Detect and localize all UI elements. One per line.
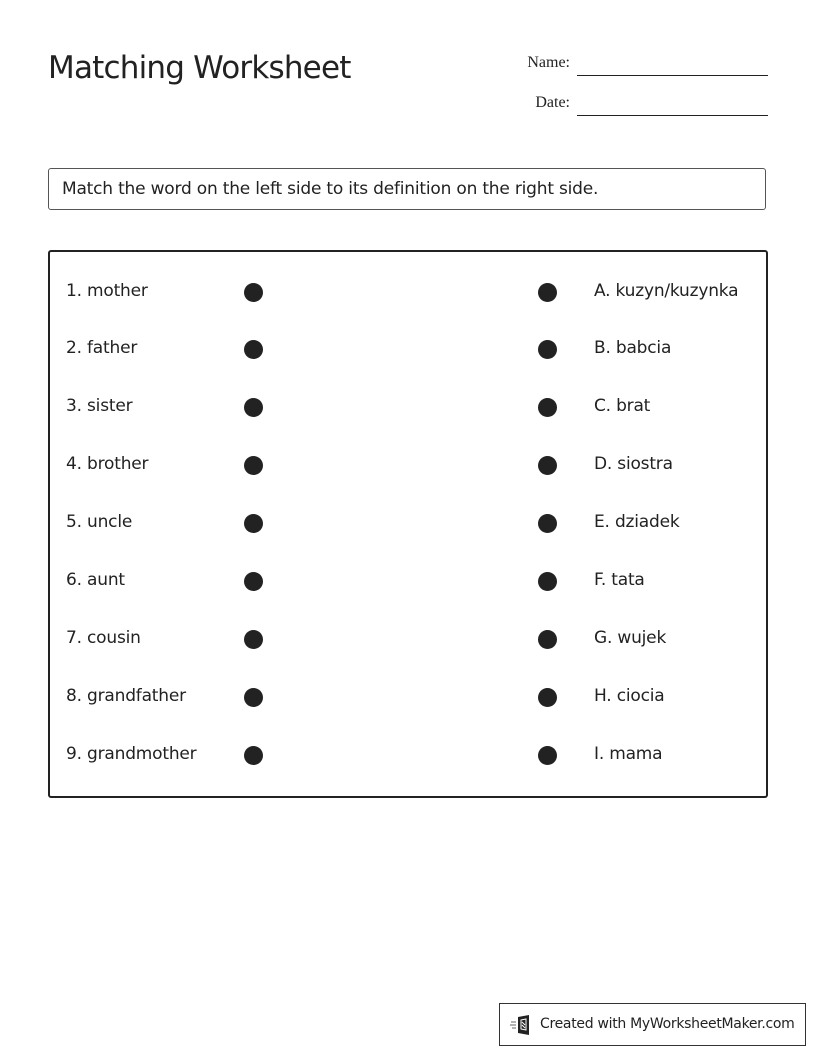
left-item: 2. father	[66, 338, 138, 358]
page-title: Matching Worksheet	[48, 50, 351, 86]
right-item: E. dziadek	[594, 512, 680, 532]
instructions-text: Match the word on the left side to its definition on the right side.	[62, 179, 599, 199]
right-dot-icon[interactable]	[538, 746, 557, 765]
left-item: 1. mother	[66, 281, 148, 301]
left-dot-icon[interactable]	[244, 456, 263, 475]
right-item: G. wujek	[594, 628, 667, 648]
left-item: 9. grandmother	[66, 744, 197, 764]
matching-box	[48, 250, 768, 798]
match-row	[50, 624, 766, 654]
name-field[interactable]	[500, 52, 768, 76]
left-item: 5. uncle	[66, 512, 133, 532]
match-row	[50, 508, 766, 538]
date-field[interactable]	[500, 92, 768, 116]
right-item: I. mama	[594, 744, 663, 764]
date-label: Date:	[535, 94, 570, 111]
right-dot-icon[interactable]	[538, 688, 557, 707]
left-dot-icon[interactable]	[244, 688, 263, 707]
right-item: D. siostra	[594, 454, 673, 474]
left-dot-icon[interactable]	[244, 572, 263, 591]
right-dot-icon[interactable]	[538, 630, 557, 649]
match-row	[50, 740, 766, 770]
right-dot-icon[interactable]	[538, 398, 557, 417]
name-line[interactable]	[577, 75, 768, 76]
left-item: 7. cousin	[66, 628, 141, 648]
right-item: H. ciocia	[594, 686, 665, 706]
right-dot-icon[interactable]	[538, 572, 557, 591]
left-dot-icon[interactable]	[244, 630, 263, 649]
date-line[interactable]	[577, 115, 768, 116]
name-label: Name:	[527, 54, 570, 71]
left-dot-icon[interactable]	[244, 398, 263, 417]
match-row	[50, 334, 766, 364]
footer-credit-box[interactable]	[499, 1003, 806, 1046]
left-item: 3. sister	[66, 396, 133, 416]
match-row	[50, 566, 766, 596]
right-dot-icon[interactable]	[538, 456, 557, 475]
left-dot-icon[interactable]	[244, 746, 263, 765]
right-item: F. tata	[594, 570, 645, 590]
left-dot-icon[interactable]	[244, 340, 263, 359]
match-row	[50, 682, 766, 712]
worksheet-maker-logo-icon	[510, 1014, 534, 1036]
left-item: 4. brother	[66, 454, 149, 474]
match-row	[50, 450, 766, 480]
match-row	[50, 277, 766, 307]
right-item: B. babcia	[594, 338, 672, 358]
right-dot-icon[interactable]	[538, 283, 557, 302]
footer-credit-text[interactable]: Created with MyWorksheetMaker.com	[540, 1016, 795, 1032]
left-dot-icon[interactable]	[244, 514, 263, 533]
right-item: C. brat	[594, 396, 651, 416]
instructions-box	[48, 168, 766, 210]
left-item: 6. aunt	[66, 570, 125, 590]
right-item: A. kuzyn/kuzynka	[594, 281, 739, 301]
left-item: 8. grandfather	[66, 686, 186, 706]
left-dot-icon[interactable]	[244, 283, 263, 302]
match-row	[50, 392, 766, 422]
right-dot-icon[interactable]	[538, 340, 557, 359]
right-dot-icon[interactable]	[538, 514, 557, 533]
